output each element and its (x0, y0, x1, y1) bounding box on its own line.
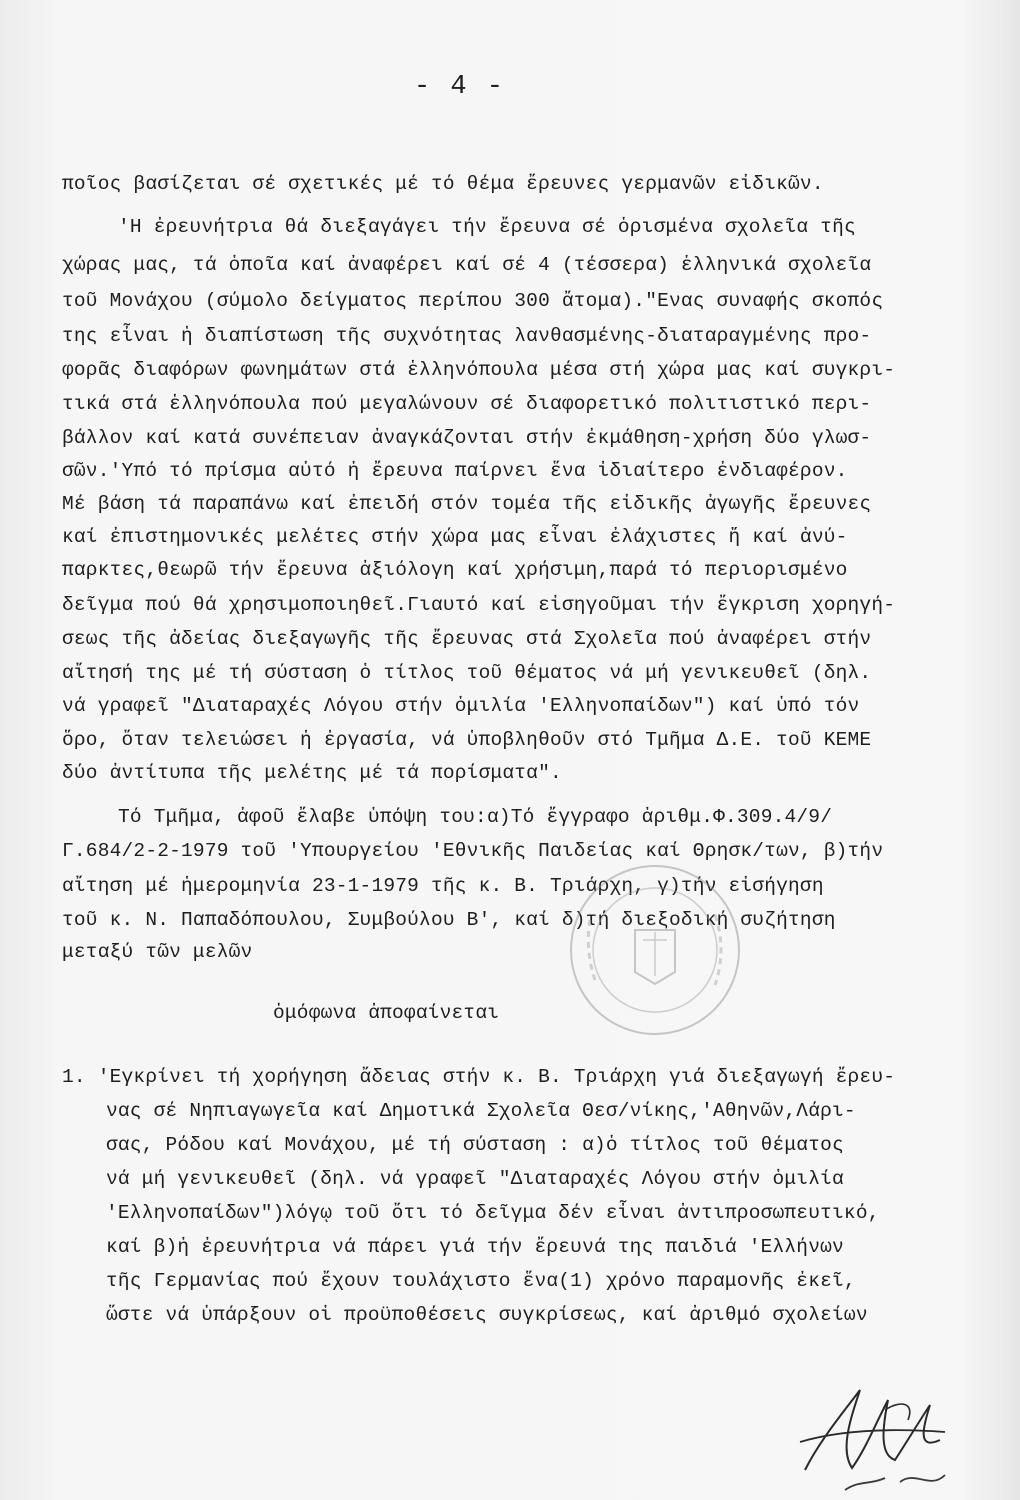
text-line: φορᾶς διαφόρων φωνημάτων στά ἑλληνόπουλα μέσα στή χώρα μας καί συγκρι- (62, 359, 896, 381)
text-line: τικά στά ἑλληνόπουλα πού μεγαλώνουν σέ διαφορετικό πολιτιστικό περι- (62, 393, 872, 415)
text-line: Μέ βάση τά παραπάνω καί ἐπειδή στόν τομέα τῆς εἰδικῆς ἀγωγῆς ἔρευνες (62, 493, 872, 515)
text-line: δεῖγμα πού θά χρησιμοποιηθεῖ.Γιαυτό καί εἰσηγοῦμαι τήν ἔγκριση χορηγή- (62, 594, 896, 616)
text-line: της εἶναι ἡ διαπίστωση τῆς συχνότητας λανθασμένης-διαταραγμένης προ- (62, 325, 872, 347)
text-line: Γ.684/2-2-1979 τοῦ 'Υπουργείου 'Εθνικῆς Παιδείας καί Θρησκ/των, β)τήν (62, 840, 884, 862)
text-line: τῆς Γερμανίας πού ἔχουν τουλάχιστο ἕνα(1) χρόνο παραμονῆς ἐκεῖ, (106, 1270, 856, 1292)
text-line: δύο ἀντίτυπα τῆς μελέτης μέ τά πορίσματα". (62, 762, 562, 784)
text-line: καί β)ἡ ἐρευνήτρια νά πάρει γιά τήν ἔρευνά της παιδιά 'Ελλήνων (106, 1236, 844, 1258)
text-line: μεταξύ τῶν μελῶν (62, 941, 253, 963)
text-line: παρκτες,θεωρῶ τήν ἔρευνα ἀξιόλογη καί χρήσιμη,παρά τό περιορισμένο (62, 559, 848, 581)
text-line: τοῦ κ. Ν. Παπαδόπουλου, Συμβούλου Β', καί δ)τή διεξοδική συζήτηση (62, 909, 836, 931)
text-line: Τό Τμῆμα, ἀφοῦ ἔλαβε ὑπόψη του:α)Τό ἔγγραφο ἀριθμ.Φ.309.4/9/ (118, 806, 833, 828)
text-line: βάλλον καί κατά συνέπειαν ἀναγκάζονται στήν ἐκμάθηση-χρήση δύο γλωσ- (62, 427, 872, 449)
text-line: αἴτηση μέ ἡμερομηνία 23-1-1979 τῆς κ. Β. Τριάρχη, γ)τήν εἰσήγηση (62, 875, 824, 897)
text-line: 'Η ἐρευνήτρια θά διεξαγάγει τήν ἔρευνα σέ ὁρισμένα σχολεῖα τῆς (118, 216, 856, 238)
text-line: νά γραφεῖ "Διαταραχές Λόγου στήν ὁμιλία 'Ελληνοπαίδων") καί ὑπό τόν (62, 695, 860, 717)
text-line: 'Ελληνοπαίδων")λόγῳ τοῦ ὅτι τό δεῖγμα δέν εἶναι ἀντιπροσωπευτικό, (106, 1202, 880, 1224)
resolution-heading: ὁμόφωνα ἀποφαίνεται (273, 1002, 500, 1024)
text-line: ποῖος βασίζεται σέ σχετικές μέ τό θέμα ἔρευνες γερμανῶν εἰδικῶν. (62, 173, 824, 195)
page-number: - 4 - (414, 72, 506, 102)
signature-mark (840, 1460, 950, 1500)
text-line: ὥστε νά ὑπάρξουν οἱ προϋποθέσεις συγκρίσεως, καί ἀριθμό σχολείων (106, 1304, 868, 1326)
text-line: ὅρο, ὅταν τελειώσει ἡ ἐργασία, νά ὑποβληθοῦν στό Τμῆμα Δ.Ε. τοῦ ΚΕΜΕ (62, 729, 872, 751)
text-line: αἴτησή της μέ τή σύσταση ὁ τίτλος τοῦ θέματος νά μή γενικευθεῖ (δηλ. (62, 662, 872, 684)
text-line: νά μή γενικευθεῖ (δηλ. νά γραφεῖ "Διαταραχές Λόγου στήν ὁμιλία (106, 1168, 844, 1190)
text-line: νας σέ Νηπιαγωγεῖα καί Δημοτικά Σχολεῖα Θεσ/νίκης,'Αθηνῶν,Λάρι- (106, 1100, 856, 1122)
text-line: χώρας μας, τά ὁποῖα καί ἀναφέρει καί σέ 4 (τέσσερα) ἑλληνικά σχολεῖα (62, 254, 872, 276)
text-line: σεως τῆς ἀδείας διεξαγωγῆς τῆς ἔρευνας στά Σχολεῖα πού ἀναφέρει στήν (62, 628, 872, 650)
text-line: σας, Ρόδου καί Μονάχου, μέ τή σύσταση : α)ὁ τίτλος τοῦ θέματος (106, 1134, 844, 1156)
text-line: σῶν.'Υπό τό πρίσμα αὐτό ἡ ἔρευνα παίρνει ἕνα ἰδιαίτερο ἐνδιαφέρον. (62, 460, 848, 482)
text-line: καί ἐπιστημονικές μελέτες στήν χώρα μας εἶναι ἐλάχιστες ἤ καί ἀνύ- (62, 526, 848, 548)
official-stamp (565, 860, 745, 1040)
text-line: τοῦ Μονάχου (σύμολο δείγματος περίπου 300 ἄτομα)."Ενας συναφής σκοπός (62, 290, 884, 312)
text-line: 1. 'Εγκρίνει τή χορήγηση ἄδειας στήν κ. Β. Τριάρχη γιά διεξαγωγή ἔρευ- (62, 1066, 896, 1088)
